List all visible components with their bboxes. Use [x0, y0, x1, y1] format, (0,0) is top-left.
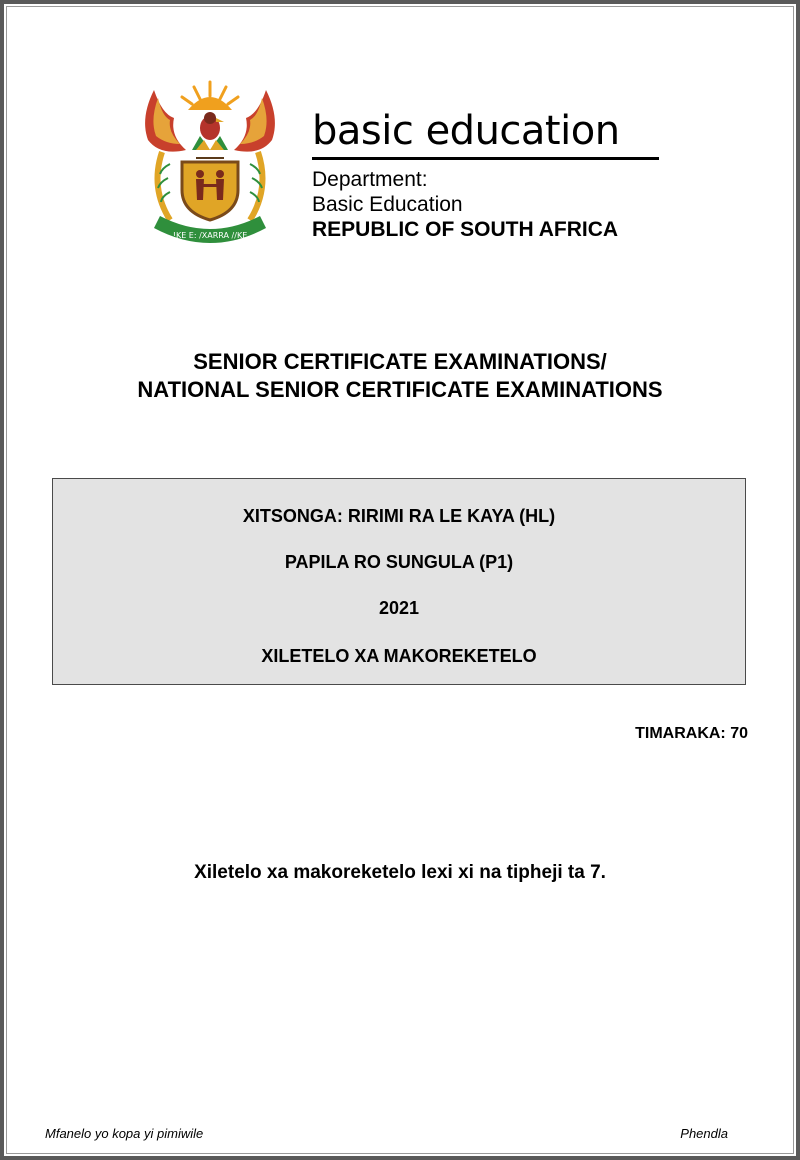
- copyright-note: Mfanelo yo kopa yi pimiwile: [45, 1126, 204, 1141]
- brand-divider: [312, 157, 659, 160]
- subject-box: [52, 478, 746, 685]
- exam-year: 2021: [378, 598, 420, 618]
- coat-of-arms-icon: [140, 78, 280, 254]
- brand-title: basic education: [312, 108, 620, 154]
- sun-icon: [182, 82, 238, 110]
- document-type: XILETELO XA MAKOREKETELO: [261, 646, 537, 666]
- department-name: Basic Education: [312, 193, 463, 216]
- total-marks: TIMARAKA: 70: [635, 725, 748, 742]
- exam-heading: [0, 348, 800, 404]
- country-name: REPUBLIC OF SOUTH AFRICA: [312, 218, 619, 241]
- paper-number: PAPILA RO SUNGULA (P1): [284, 552, 514, 572]
- page-count-note: Xiletelo xa makoreketelo lexi xi na tipheji ta 7.: [194, 862, 606, 883]
- secretary-bird-icon: [200, 112, 224, 140]
- exam-heading-line2: NATIONAL SENIOR CERTIFICATE EXAMINATIONS: [137, 377, 663, 402]
- turn-over-note: Phendla: [680, 1126, 728, 1141]
- subject-title: XITSONGA: RIRIMI RA LE KAYA (HL): [242, 506, 556, 526]
- brand-block: [312, 106, 662, 242]
- crest-motto: !KE E: /XARRA //KE: [172, 231, 248, 240]
- department-label: Department:: [312, 168, 428, 191]
- exam-heading-line1: SENIOR CERTIFICATE EXAMINATIONS/: [193, 349, 607, 374]
- shield-icon: [182, 162, 238, 220]
